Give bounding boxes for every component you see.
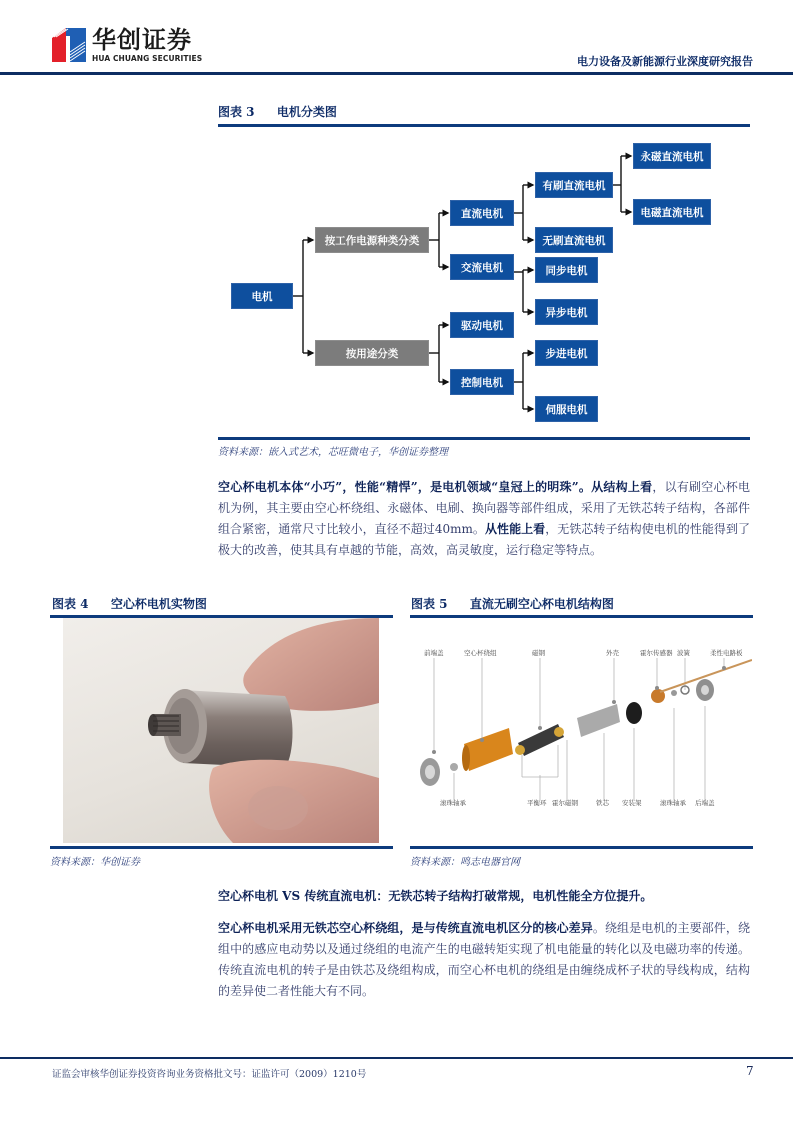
para1-highlight-performance: 从性能上看 (484, 522, 546, 536)
motor-exploded-diagram (412, 640, 752, 820)
node-by-power-type: 按工作电源种类分类 (315, 227, 429, 253)
node-sync-motor: 同步电机 (535, 257, 598, 283)
label-ball-bearing-rear: 滚珠轴承 (660, 799, 686, 807)
figure5-title (411, 595, 614, 612)
node-stepper-motor: 步进电机 (535, 340, 598, 366)
node-em-dc-motor: 电磁直流电机 (633, 199, 711, 225)
label-mount-bracket: 安装架 (622, 799, 642, 807)
label-balance-ring: 平衡环 (527, 799, 547, 807)
para2-text: 。绕组是电机的主要部件，绕组中的感应电动势以及通过绕组的电流产生的电磁转矩实现了机电能量的转化以及电磁功率的传递。传统直流电机的转子是由铁芯及绕组构成，而空心杯电机的绕组是由缠绕成杯子状的导线构成，结构的差异使二者性能大有不同。 (218, 921, 750, 998)
figure5-top-rule (410, 615, 753, 618)
node-servo-motor: 伺服电机 (535, 396, 598, 422)
figure5-bottom-rule (410, 846, 753, 849)
label-flex-pcb: 柔性电路板 (710, 649, 743, 657)
node-async-motor: 异步电机 (535, 299, 598, 325)
label-magnet: 磁钢 (532, 649, 545, 657)
section-heading-vs: 空心杯电机 VS 传统直流电机：无铁芯转子结构打破常规，电机性能全方位提升。 (218, 889, 653, 903)
figure3-label: 图表 3 (218, 105, 255, 119)
footer-divider (0, 1057, 793, 1059)
figure5-label: 图表 5 (411, 597, 448, 611)
label-iron-core: 铁芯 (596, 799, 609, 807)
label-housing: 外壳 (606, 649, 619, 657)
figure5-caption: 直流无刷空心杯电机结构图 (469, 597, 614, 611)
footer-license: 证监会审核华创证券投资咨询业务资格批文号：证监许可（2009）1210号 (52, 1069, 367, 1080)
label-rear-cover: 后端盖 (695, 799, 715, 807)
logo-wordmark-cn: 华创证券 (92, 26, 192, 54)
coreless-motor-photo (63, 618, 379, 843)
node-brushless-dc: 无刷直流电机 (535, 227, 613, 253)
figure4-source: 资料来源：华创证券 (50, 857, 140, 868)
figure4-caption: 空心杯电机实物图 (110, 597, 207, 611)
node-dc-motor: 直流电机 (450, 200, 514, 226)
logo-wordmark-en: HUA CHUANG SECURITIES (92, 54, 203, 63)
figure3-caption: 电机分类图 (276, 105, 337, 119)
node-control-motor: 控制电机 (450, 369, 514, 395)
node-motor: 电机 (231, 283, 293, 309)
label-hall-sensor: 霍尔传感器 (640, 649, 673, 657)
para1-highlight-structure: 从结构上看 (591, 480, 653, 494)
figure4-title (52, 595, 207, 612)
figure4-label: 图表 4 (52, 597, 89, 611)
node-by-use: 按用途分类 (315, 340, 429, 366)
para1-highlight-1: 空心杯电机本体“小巧”，性能“精悍”，是电机领域“皇冠上的明珠”。 (218, 480, 592, 494)
figure4-bottom-rule (50, 846, 393, 849)
page-number: 7 (746, 1064, 754, 1078)
node-brushed-dc: 有刷直流电机 (535, 172, 613, 198)
figure3-bottom-rule (218, 437, 750, 440)
node-ac-motor: 交流电机 (450, 254, 514, 280)
para2-highlight: 空心杯电机采用无铁芯空心杯绕组，是与传统直流电机区分的核心差异 (218, 921, 593, 935)
figure5-source: 资料来源：鸣志电器官网 (410, 857, 520, 868)
para1-text-1: ，以有刷空心杯电机为例，其主要由空心杯绕组、永磁体、电刷、换向器等部件组成，采用了无铁芯转子结构，各部件组合紧密，通常尺寸比较小，直径不超过40mm。 (218, 480, 750, 536)
paragraph-coreless-vs-traditional (218, 918, 750, 1002)
label-coreless-winding: 空心杯绕组 (464, 649, 497, 657)
node-pm-dc-motor: 永磁直流电机 (633, 143, 711, 169)
label-hall-magnet: 霍尔磁钢 (552, 799, 578, 807)
node-drive-motor: 驱动电机 (450, 312, 514, 338)
label-front-cover: 前端盖 (424, 649, 444, 657)
paragraph-coreless-intro (218, 477, 750, 561)
label-wave-spring: 波簧 (677, 649, 690, 657)
figure3-source: 资料来源：嵌入式艺术，芯旺微电子，华创证券整理 (218, 447, 448, 458)
report-title: 电力设备及新能源行业深度研究报告 (577, 55, 753, 68)
label-ball-bearing-front: 滚珠轴承 (440, 799, 466, 807)
para1-text-2: ，无铁芯转子结构使电机的性能得到了极大的改善，使其具有卓越的节能，高效，高灵敏度，运行稳定等特点。 (218, 522, 750, 557)
